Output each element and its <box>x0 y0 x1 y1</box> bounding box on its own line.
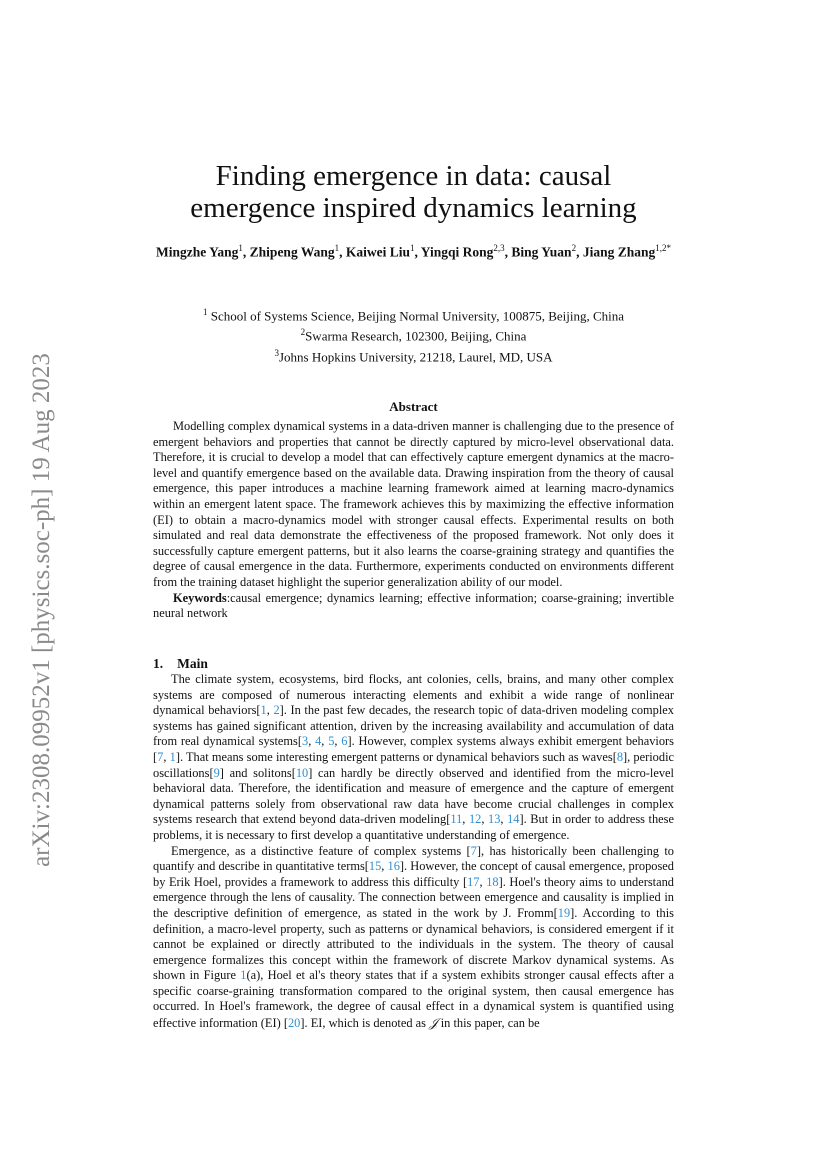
affiliation-mark: 3 <box>274 347 279 358</box>
text-run: , <box>479 874 487 889</box>
text-run: ]. EI, which is denoted as <box>300 1016 430 1031</box>
citation-link[interactable]: 7 <box>157 749 164 764</box>
author-separator: , <box>414 244 421 260</box>
author-name: Jiang Zhang <box>582 244 656 260</box>
abstract-text: Modelling complex dynamical systems in a data-driven manner is challenging due to the presence of emergent behaviors and properties that cannot be directly captured by micro-level observational data. Therefore, it is crucial to develop a model that can effectively capture emergent dynamics at the macro-level and quantify emergence based on the available data. Drawing inspiration from the theory of causal emergence, this paper introduces a machine learning framework aimed at learning macro-dynamics within an emergent latent space. The framework achieves this by maximizing the effective information (EI) to obtain a macro-dynamics model with stronger causal effects. Experimental results on both simulated and real data demonstrate the effectiveness of the proposed framework. Not only does it successfully capture emergent patterns, but it also learns the coarse-graining strategy and quantifies the degree of causal emergence in the data. Furthermore, experiments conducted on environments different from the training dataset highlight the superior generalization ability of our model. <box>153 419 674 589</box>
citation-link[interactable]: 6 <box>341 734 348 749</box>
affiliation-text: Johns Hopkins University, 21218, Laurel, MD, USA <box>278 348 553 364</box>
text-run: , <box>321 734 329 749</box>
text-run: ]. That means some interesting emergent patterns or dynamical behaviors such as waves[ <box>175 749 617 764</box>
citation-link[interactable]: 10 <box>295 765 309 780</box>
author-name: Bing Yuan <box>511 244 572 260</box>
text-run: ], has historically been challenging to quantify and describe in quantitative terms[ <box>153 843 674 874</box>
abstract-block <box>153 419 674 622</box>
citation-link[interactable]: 12 <box>468 812 482 827</box>
affiliation-list <box>130 304 697 365</box>
text-run: , <box>500 812 508 827</box>
citation-link[interactable]: 17 <box>467 874 480 889</box>
paper-title <box>120 160 707 224</box>
keywords-line <box>153 591 674 622</box>
section-heading <box>153 656 208 672</box>
body-paragraph <box>153 844 674 1032</box>
math-symbol: 𝒥 <box>429 1015 438 1031</box>
text-run: ]. Hoel's theory aims to understand emergence through the lens of causality. The connection between emergence and causality is implied in the descriptive definition of emergence, as stated in the work by J. Fromm[ <box>153 874 674 920</box>
author-name: Mingzhe Yang <box>156 244 239 260</box>
author-name: Zhipeng Wang <box>249 244 335 260</box>
author-separator: , <box>576 244 583 260</box>
citation-link[interactable]: 15 <box>368 859 382 874</box>
text-run: , <box>266 703 274 718</box>
author-affiliation-mark: 2,3 <box>493 243 505 253</box>
text-run: , <box>334 734 342 749</box>
citation-link[interactable]: 8 <box>616 749 624 764</box>
section-title: Main <box>177 656 208 671</box>
text-run: , <box>462 812 469 827</box>
author-affiliation-mark: 1 <box>238 243 243 253</box>
author-separator: , <box>242 244 250 260</box>
title-line-1: Finding emergence in data: causal <box>215 160 612 192</box>
keywords-text: :causal emergence; dynamics learning; effective information; coarse-graining; invertible neural network <box>153 590 674 621</box>
citation-link[interactable]: 19 <box>557 905 571 920</box>
citation-link[interactable]: 5 <box>328 734 335 749</box>
author-name: Yingqi Rong <box>420 244 494 260</box>
text-run: (a), Hoel et al's theory states that if a system exhibits stronger causal effects after a specific coarse-graining transformation compared to the original system, then causal emergence has occurred. In Hoel's framework, the degree of causal effect in a dynamical system is quantified using effective information (EI) [ <box>153 968 675 1031</box>
citation-link[interactable]: 7 <box>470 843 477 858</box>
text-run: ]. However, complex systems always exhibit emergent behaviors [ <box>153 734 674 764</box>
citation-link[interactable]: 14 <box>507 812 520 827</box>
text-run: Emergence, as a distinctive feature of complex systems [ <box>171 843 471 858</box>
text-run: ] can hardly be directly observed and identified from the micro-level behavioral data. Therefore, the identification and measure of emergence and the capture of emergent dynamical patterns solely from observational raw data have become crucial challenges in complex systems research that extend beyond data-driven modeling[ <box>153 765 674 827</box>
arxiv-identifier-text: arXiv:2308.09952v1 [physics.soc-ph] 19 Aug 2023 <box>28 353 55 867</box>
text-run: ]. However, the concept of causal emergence, proposed by Erik Hoel, provides a framework to address this difficulty [ <box>153 859 674 889</box>
citation-link[interactable]: 4 <box>315 734 322 749</box>
text-run: ]. But in order to address these problems, it is necessary to first develop a quantitative understanding of emergence. <box>153 812 675 842</box>
affiliation-mark: 2 <box>300 327 306 338</box>
text-run: ], periodic oscillations[ <box>153 749 675 780</box>
section-body <box>153 672 674 1032</box>
affiliation-mark: 1 <box>202 307 208 317</box>
author-separator: , <box>339 244 346 260</box>
author-affiliation-mark: 2 <box>571 243 577 253</box>
citation-link[interactable]: 1 <box>169 749 176 764</box>
affiliation-line <box>130 345 697 365</box>
author-affiliation-mark: 1,2* <box>655 243 671 253</box>
text-run: The climate system, ecosystems, bird flocks, ant colonies, cells, brains, and many other complex systems are composed of numerous interacting elements and exhibit a wide range of nonlinear dynamical behaviors[ <box>153 672 674 718</box>
author-list <box>130 236 697 265</box>
text-run: , <box>163 749 170 764</box>
citation-link[interactable]: 1 <box>260 703 267 718</box>
citation-link[interactable]: 9 <box>213 765 220 780</box>
author-separator: , <box>504 244 512 260</box>
citation-link[interactable]: 11 <box>450 812 463 827</box>
citation-link[interactable]: 1 <box>240 968 247 983</box>
author-affiliation-mark: 1 <box>409 243 415 253</box>
affiliation-text: School of Systems Science, Beijing Normal University, 100875, Beijing, China <box>207 308 625 324</box>
affiliation-text: Swarma Research, 102300, Beijing, China <box>305 328 527 344</box>
citation-link[interactable]: 2 <box>273 703 280 718</box>
text-run: ] and solitons[ <box>219 765 296 780</box>
citation-link[interactable]: 13 <box>488 812 501 827</box>
text-run: , <box>481 812 488 827</box>
citation-link[interactable]: 3 <box>302 734 309 749</box>
abstract-heading: Abstract <box>389 399 438 414</box>
author-affiliation-mark: 1 <box>334 243 340 253</box>
text-run: , <box>308 734 316 749</box>
citation-link[interactable]: 20 <box>287 1016 301 1031</box>
citation-link[interactable]: 16 <box>387 859 400 874</box>
affiliation-line <box>130 304 697 324</box>
section-number: 1. <box>153 656 164 671</box>
arxiv-identifier-stamp <box>22 330 62 890</box>
author-name: Kaiwei Liu <box>345 244 410 260</box>
affiliation-line <box>130 324 697 344</box>
citation-link[interactable]: 18 <box>486 874 499 889</box>
title-line-2: emergence inspired dynamics learning <box>190 192 637 224</box>
text-run: ]. In the past few decades, the research topic of data-driven modeling complex systems has gained significant attention, driven by the increasing availability and accumulation of data from real dynamical systems[ <box>153 703 674 749</box>
text-run: , <box>381 859 388 874</box>
text-run: in this paper, can be <box>437 1016 540 1031</box>
keywords-label: Keywords <box>173 590 227 605</box>
body-paragraph <box>153 672 674 844</box>
text-run: ]. According to this definition, a macro-level property, such as patterns or dynamical behaviors, is considered emergent if it cannot be explained or directly attributed to the individuals in the system. The theory of causal emergence formalizes this concept within the framework of discrete Markov dynamical systems. As shown in Figure <box>153 905 674 983</box>
